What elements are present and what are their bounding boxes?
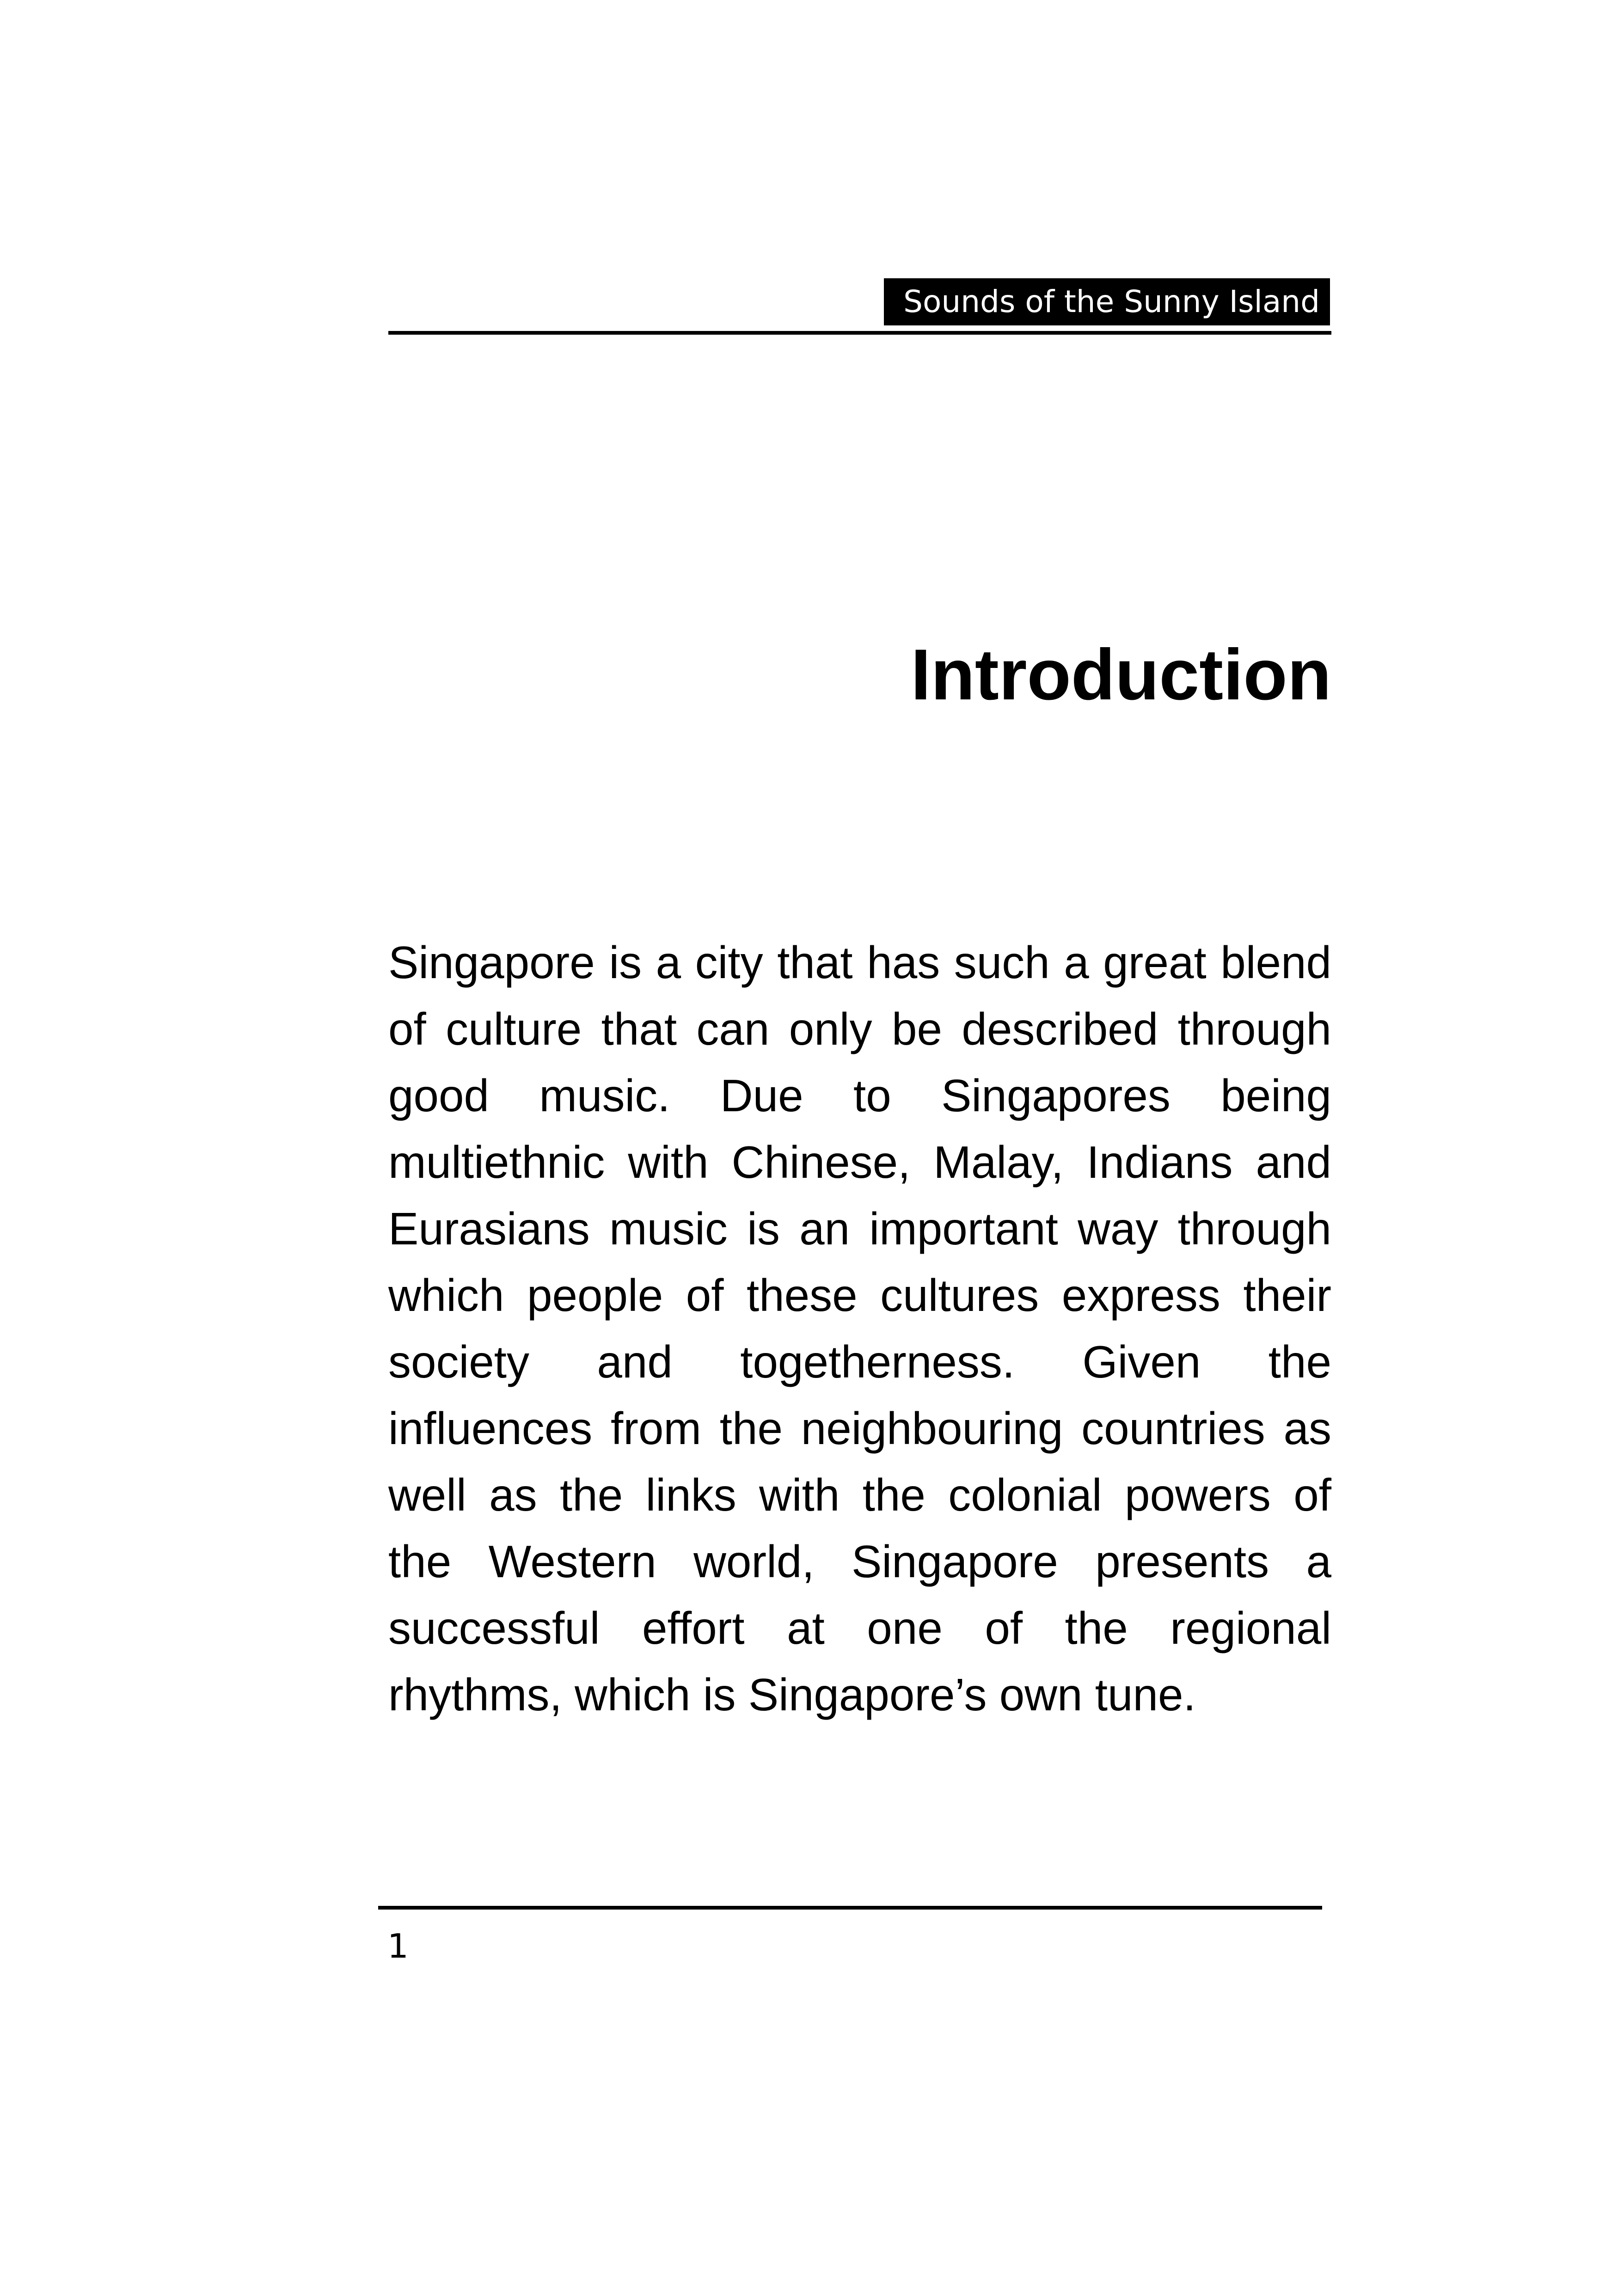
body-line: well as the links with the colonial powers of xyxy=(388,1469,1331,1520)
body-line: successful effort at one of the regional xyxy=(388,1603,1331,1653)
header-rule xyxy=(388,331,1331,335)
chapter-title: Introduction xyxy=(911,635,1331,715)
body-paragraph xyxy=(388,929,1331,1728)
body-line: of culture that can only be described through xyxy=(388,1004,1331,1054)
body-line: society and togetherness. Given the xyxy=(388,1336,1331,1387)
body-line: Eurasians music is an important way through xyxy=(388,1203,1331,1254)
body-line: good music. Due to Singapores being xyxy=(388,1070,1331,1121)
body-line: multiethnic with Chinese, Malay, Indians and xyxy=(388,1137,1331,1188)
body-line: influences from the neighbouring countries as xyxy=(388,1403,1331,1454)
running-header: Sounds of the Sunny Island xyxy=(884,278,1330,325)
footer-rule xyxy=(378,1906,1322,1910)
body-line: rhythms, which is Singapore’s own tune. xyxy=(388,1669,1196,1720)
page-number: 1 xyxy=(387,1927,409,1965)
body-line: the Western world, Singapore presents a xyxy=(388,1536,1331,1587)
body-line: Singapore is a city that has such a great blend xyxy=(388,937,1331,988)
body-line: which people of these cultures express their xyxy=(388,1270,1331,1321)
